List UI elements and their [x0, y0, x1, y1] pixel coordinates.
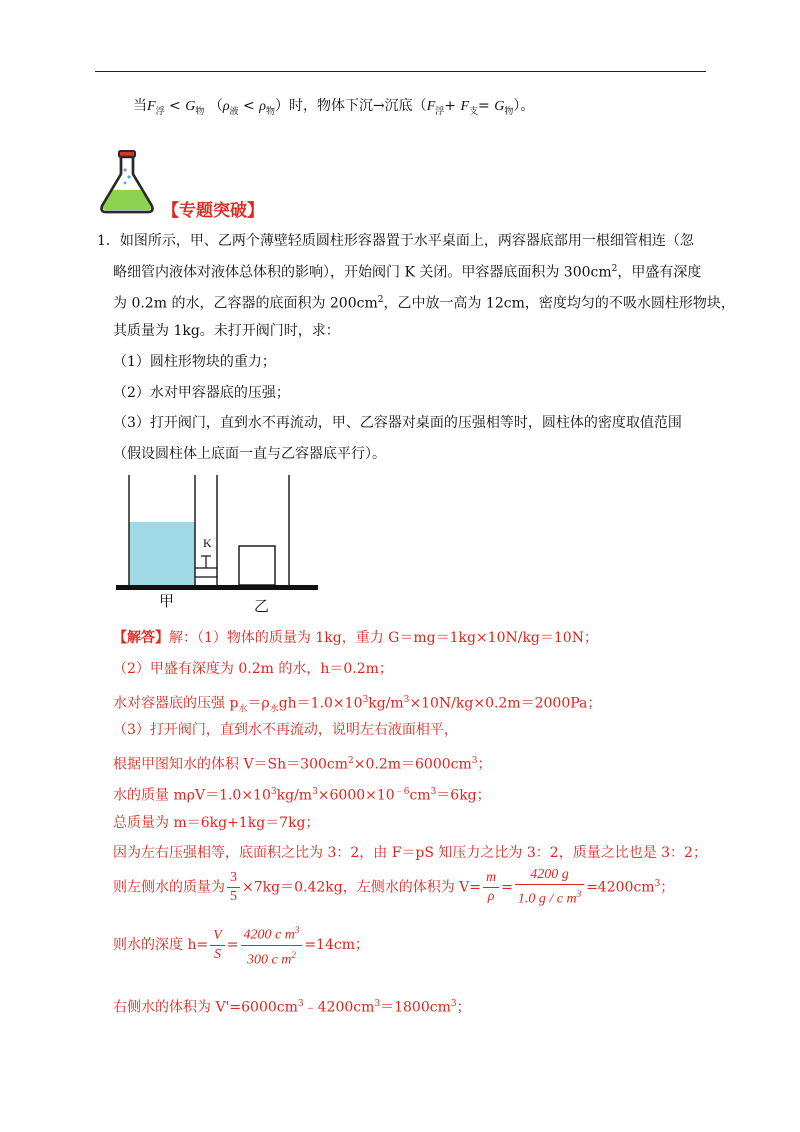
- question-3: （3）打开阀门，直到水不再流动，甲、乙容器对桌面的压强相等时，圆柱体的密度取值范围: [113, 415, 682, 431]
- subscript: 支: [469, 106, 479, 117]
- fraction-three-fifths: [227, 869, 240, 906]
- superscript: ﹣6: [394, 787, 410, 797]
- answer-text: 根据甲图知水的体积 V＝Sh＝300cm: [113, 756, 349, 773]
- less-than: <: [238, 98, 260, 114]
- denominator: ρ: [487, 889, 495, 905]
- fraction-m-over-rho: [483, 869, 499, 906]
- question-2: （2）水对甲容器底的压强；: [113, 385, 290, 401]
- intro-text: 当: [133, 98, 147, 114]
- answer-line-4: （3）打开阀门，直到水不再流动，说明左右液面相平，: [113, 722, 458, 738]
- superscript: 3: [403, 695, 410, 705]
- problem-line-3: [113, 290, 735, 314]
- fraction-v-over-s: [210, 927, 225, 964]
- superscript: 3: [362, 695, 369, 705]
- flask-icon: [98, 150, 156, 214]
- answer-text: ＝6kg；: [436, 787, 491, 804]
- answer-text: ﹣4200cm: [303, 999, 375, 1016]
- answer-text: ＝1800cm: [380, 999, 451, 1016]
- answer-tag: 【解答】: [113, 630, 169, 646]
- superscript: 3: [576, 889, 582, 900]
- superscript: 3: [450, 999, 457, 1009]
- plus: +: [444, 98, 461, 114]
- container-diagram: [112, 470, 322, 615]
- answer-text: 水对容器底的压强 p: [113, 695, 239, 712]
- table-surface: [116, 585, 318, 590]
- subscript: 物: [504, 106, 514, 117]
- answer-text: ；: [660, 879, 675, 896]
- answer-text: =14cm；: [304, 937, 369, 954]
- superscript: 3: [270, 787, 277, 797]
- subscript: 水: [269, 704, 279, 715]
- equals: =: [226, 937, 239, 954]
- answer-text: kg/m: [368, 695, 404, 712]
- symbol-F: F: [460, 99, 470, 114]
- denominator-text: 300 c m: [247, 952, 292, 968]
- intro-text: ）时，物体下沉→沉底（: [274, 98, 427, 114]
- problem-text: 略细管内液体对液体总体积的影响），开始阀门 K 关闭。甲容器底面积为 300cm: [113, 264, 612, 281]
- answer-text: 解：（1）物体的质量为 1kg，重力 G＝mg＝1kg×10N/kg＝10N；: [169, 630, 598, 646]
- answer-text: 则水的深度 h: [113, 937, 197, 954]
- subscript: 水: [238, 704, 248, 715]
- superscript: 3: [312, 787, 318, 797]
- problem-text: ，乙中放一高为 12cm，密度均匀的不吸水圆柱形物块，: [383, 295, 735, 312]
- denominator: [241, 946, 303, 970]
- answer-text: gh＝1.0×10: [278, 695, 363, 712]
- answer-line-7: 总质量为 m＝6kg+1kg＝7kg；: [113, 815, 320, 831]
- superscript: 2: [291, 949, 296, 960]
- intro-condition: [133, 96, 534, 122]
- answer-line-8: 因为左右压强相等，底面积之比为 3：2，由 F＝pS 知压力之比为 3：2，质量之比也是 3：2；: [113, 845, 707, 861]
- fraction-volume: [515, 866, 584, 909]
- question-1: （1）圆柱形物块的重力；: [113, 354, 276, 370]
- answer-line-6: [113, 782, 491, 806]
- answer-text: kg/m: [276, 787, 313, 804]
- answer-line-1: [113, 628, 598, 648]
- less-than: <: [164, 98, 186, 114]
- valve-label: K: [203, 536, 212, 550]
- numerator: 4200 g: [515, 866, 584, 885]
- answer-text: 水的质量 mρV＝1.0×10: [113, 787, 271, 804]
- answer-text: ；: [456, 999, 471, 1016]
- numerator: m: [483, 869, 499, 888]
- symbol-F: F: [426, 99, 436, 114]
- problem-line-1: [97, 231, 694, 251]
- problem-number: 1．: [97, 233, 120, 249]
- answer-line-10: [113, 921, 369, 969]
- numerator: 3: [227, 869, 240, 888]
- label-yi: 乙: [254, 597, 270, 615]
- symbol-rho: ρ: [259, 99, 266, 114]
- symbol-F: F: [147, 99, 156, 114]
- answer-text: ×0.2m＝6000cm: [353, 756, 472, 773]
- denominator: 5: [230, 889, 237, 905]
- superscript: 3: [374, 999, 381, 1009]
- answer-text: ×7kg＝0.42kg，左侧水的体积为 V=: [242, 879, 481, 896]
- answer-text: ×10N/kg×0.2m＝2000Pa；: [409, 695, 602, 712]
- cylinder-block: [239, 546, 275, 585]
- equals: =: [196, 937, 209, 954]
- superscript: 2: [377, 295, 384, 305]
- answer-text: 右侧水的体积为 V'=6000cm: [113, 999, 298, 1016]
- superscript: 2: [611, 264, 618, 274]
- fraction-depth: [241, 921, 303, 969]
- water-jia: [129, 522, 195, 585]
- answer-line-3: [113, 690, 601, 719]
- denominator-text: 1.0 g / c m: [517, 891, 577, 907]
- answer-text: ；: [477, 756, 492, 773]
- problem-line-2: [113, 259, 701, 283]
- numerator: [241, 921, 303, 946]
- paren: （: [208, 98, 223, 114]
- superscript: 3: [430, 787, 437, 797]
- subscript: 液: [229, 106, 239, 117]
- answer-text: cm: [409, 787, 431, 804]
- question-3-cont: （假设圆柱体上底面一直与乙容器底平行）。: [113, 446, 386, 462]
- answer-line-2: （2）甲盛有深度为 0.2m 的水，h＝0.2m；: [113, 661, 393, 677]
- label-jia: 甲: [159, 592, 175, 610]
- problem-text: 为 0.2m 的水，乙容器的底面积为 200cm: [113, 295, 378, 312]
- subscript: 浮: [435, 106, 445, 117]
- answer-line-11: [113, 994, 471, 1018]
- answer-text: ＝ρ: [247, 695, 270, 712]
- numerator-text: 4200 c m: [243, 927, 295, 943]
- superscript: 3: [294, 925, 300, 935]
- subscript: 物: [265, 106, 275, 117]
- superscript: 2: [348, 756, 354, 766]
- subscript: 物: [195, 106, 205, 117]
- problem-line-4: 其质量为 1kg。未打开阀门时，求：: [113, 323, 340, 339]
- answer-line-9: [113, 864, 674, 909]
- answer-text: ×6000×10: [317, 787, 395, 804]
- intro-text: ）。: [513, 98, 535, 114]
- symbol-G: G: [494, 99, 505, 114]
- superscript: 3: [654, 879, 661, 889]
- section-title: 【专题突破】: [162, 201, 264, 221]
- denominator: [515, 885, 584, 909]
- equals: =: [478, 98, 495, 114]
- superscript: 3: [297, 999, 304, 1009]
- problem-text: 如图所示，甲、乙两个薄壁轻质圆柱形容器置于水平桌面上，两容器底部用一根细管相连（忽: [119, 233, 694, 249]
- denominator: S: [213, 946, 221, 962]
- answer-text: =: [501, 879, 513, 896]
- header-rule: [95, 71, 706, 72]
- subscript: 浮: [155, 106, 165, 117]
- answer-text: =4200cm: [586, 879, 655, 896]
- numerator: V: [210, 927, 225, 946]
- symbol-rho: ρ: [222, 99, 230, 114]
- answer-line-5: [113, 751, 492, 775]
- answer-text: 则左侧水的质量为: [113, 879, 225, 896]
- superscript: 3: [471, 756, 478, 766]
- problem-text: ，甲盛有深度: [617, 264, 702, 281]
- symbol-G: G: [185, 99, 196, 114]
